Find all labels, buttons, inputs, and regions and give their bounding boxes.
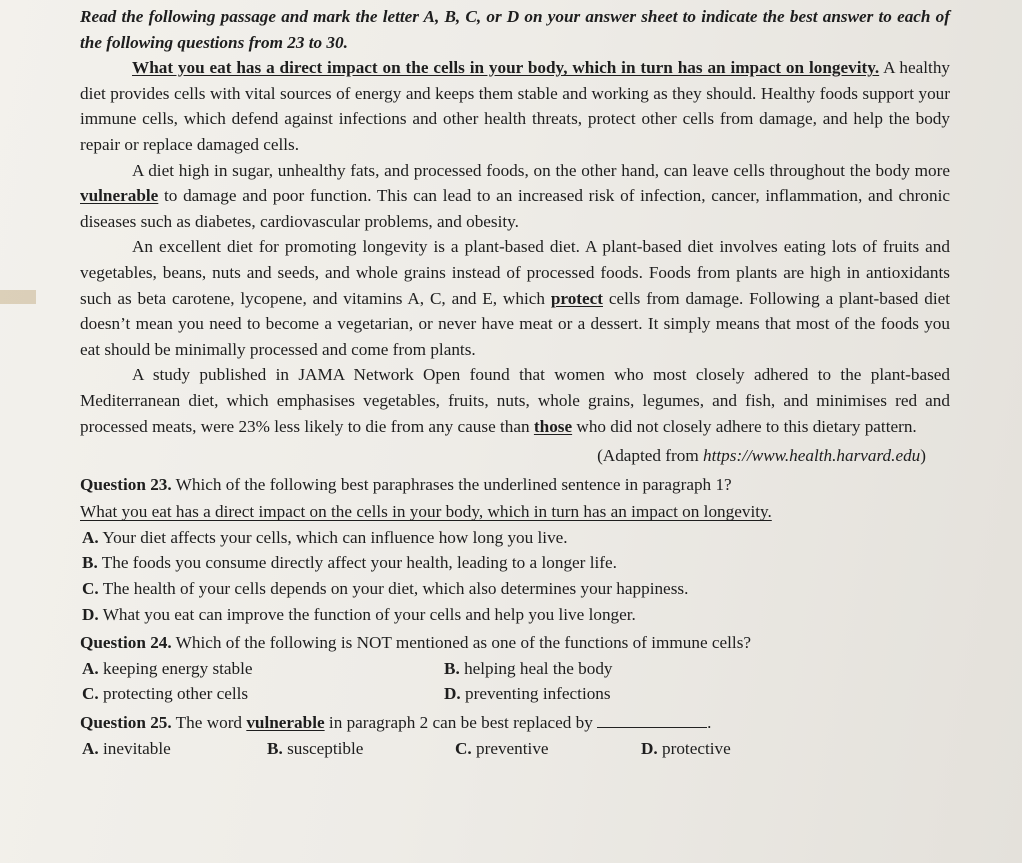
option-text: protecting other cells	[98, 684, 249, 704]
q23-option-c[interactable]	[80, 576, 950, 602]
option-letter: D.	[82, 604, 99, 624]
option-text: The foods you consume directly affect your health, leading to a longer life.	[97, 553, 617, 573]
option-letter: C.	[455, 738, 472, 758]
question-25-options	[80, 736, 950, 762]
q24-option-b[interactable]	[442, 656, 882, 682]
source-suffix: )	[920, 446, 926, 466]
question-24-options	[80, 656, 950, 707]
paragraph-3-text-b: cells from damage. Following a plant-based diet doesn’t mean you need to become a vegetarian, or never have meat or a dessert. It simply means that most of the foods you eat should be minimally processed and come from plants.	[80, 288, 950, 359]
option-letter: B.	[444, 658, 460, 678]
option-text: The health of your cells depends on your diet, which also determines your happiness.	[98, 579, 689, 599]
q25-option-c[interactable]	[453, 736, 639, 762]
q25-option-b[interactable]	[265, 736, 453, 762]
option-text: helping heal the body	[459, 658, 613, 678]
question-25-label: Question 25.	[80, 713, 172, 733]
option-letter: D.	[641, 738, 658, 758]
option-text: inevitable	[98, 738, 171, 758]
option-letter: C.	[82, 684, 99, 704]
paragraph-2	[80, 158, 950, 235]
question-23	[80, 472, 950, 498]
question-24-label: Question 24.	[80, 633, 172, 653]
question-25-text-b: in paragraph 2 can be best replaced by	[324, 713, 598, 733]
word-protect: protect	[550, 288, 603, 308]
paragraph-1-text: A healthy diet provides cells with vital sources of energy and keeps them stable and working as they should. Healthy foods support your immune cells, which defend against infections and other health threats, protect other cells from damage, and help the body repair or replace damaged cells.	[80, 58, 951, 154]
option-letter: A.	[82, 527, 99, 547]
underlined-sentence: What you eat has a direct impact on the cells in your body, which in turn has an impact on longevity.	[132, 58, 880, 78]
q24-option-a[interactable]	[80, 656, 442, 682]
paragraph-3-text-a: An excellent diet for promoting longevity is a plant-based diet. A plant-based diet involves eating lots of fruits and vegetables, beans, nuts and seeds, and whole grains instead of processed foods. Foods from plants are high in antioxidants such as beta carotene, lycopene, and vitamins A, C, and E, which	[80, 237, 950, 308]
question-25-end: .	[707, 713, 712, 733]
option-text: What you eat can improve the function of your cells and help you live longer.	[98, 604, 636, 624]
q23-option-d[interactable]	[80, 602, 950, 628]
question-23-text: Which of the following best paraphrases the underlined sentence in paragraph 1?	[171, 474, 732, 494]
binding-edge	[0, 290, 36, 304]
option-text: preventing infections	[460, 684, 611, 704]
worksheet-content	[80, 4, 950, 761]
q24-option-c[interactable]	[80, 681, 442, 707]
q23-option-b[interactable]	[80, 550, 950, 576]
option-letter: C.	[82, 579, 99, 599]
question-23-label: Question 23.	[80, 474, 172, 494]
q25-option-a[interactable]	[80, 736, 265, 762]
question-25-text-a: The word	[171, 713, 247, 733]
question-23-options	[80, 525, 950, 627]
option-letter: A.	[82, 658, 99, 678]
answer-blank[interactable]	[597, 711, 707, 728]
word-those: those	[533, 416, 573, 436]
q23-option-a[interactable]	[80, 525, 950, 551]
option-text: preventive	[471, 738, 549, 758]
paragraph-2-text-b: to damage and poor function. This can lead to an increased risk of infection, cancer, inflammation, and chronic diseases such as diabetes, cardiovascular problems, and obesity.	[80, 186, 950, 231]
paragraph-1	[80, 55, 950, 157]
option-text: Your diet affects your cells, which can influence how long you live.	[98, 527, 568, 547]
paragraph-4	[80, 362, 950, 439]
q24-option-d[interactable]	[442, 681, 882, 707]
question-25-word: vulnerable	[246, 713, 325, 733]
option-letter: D.	[444, 684, 461, 704]
instruction: Read the following passage and mark the letter A, B, C, or D on your answer sheet to indicate the best answer to each of the following questions from 23 to 30.	[80, 7, 950, 52]
question-25	[80, 710, 950, 736]
source-prefix: (Adapted from	[597, 446, 704, 466]
question-24-text: Which of the following is NOT mentioned as one of the functions of immune cells?	[171, 633, 752, 653]
paragraph-2-text-a: A diet high in sugar, unhealthy fats, and processed foods, on the other hand, can leave cells throughout the body more	[132, 160, 950, 180]
option-text: susceptible	[282, 738, 364, 758]
option-letter: A.	[82, 738, 99, 758]
option-text: protective	[657, 738, 731, 758]
question-24	[80, 630, 950, 656]
word-vulnerable: vulnerable	[80, 186, 159, 206]
question-23-sentence: What you eat has a direct impact on the cells in your body, which in turn has an impact on longevity.	[80, 502, 772, 522]
q25-option-d[interactable]	[639, 736, 899, 762]
option-letter: B.	[82, 553, 98, 573]
option-letter: B.	[267, 738, 283, 758]
paragraph-4-text-b: who did not closely adhere to this dietary pattern.	[572, 416, 917, 436]
paragraph-3	[80, 234, 950, 362]
source-citation	[80, 443, 950, 469]
source-url: https://www.health.harvard.edu	[703, 446, 921, 466]
option-text: keeping energy stable	[98, 658, 253, 678]
paragraph-4-text-a: A study published in JAMA Network Open found that women who most closely adhered to the plant-based Mediterranean diet, which emphasises vegetables, fruits, nuts, whole grains, legumes, and fish, and minimises red and processed meats, were 23% less likely to die from any cause than	[80, 365, 950, 436]
